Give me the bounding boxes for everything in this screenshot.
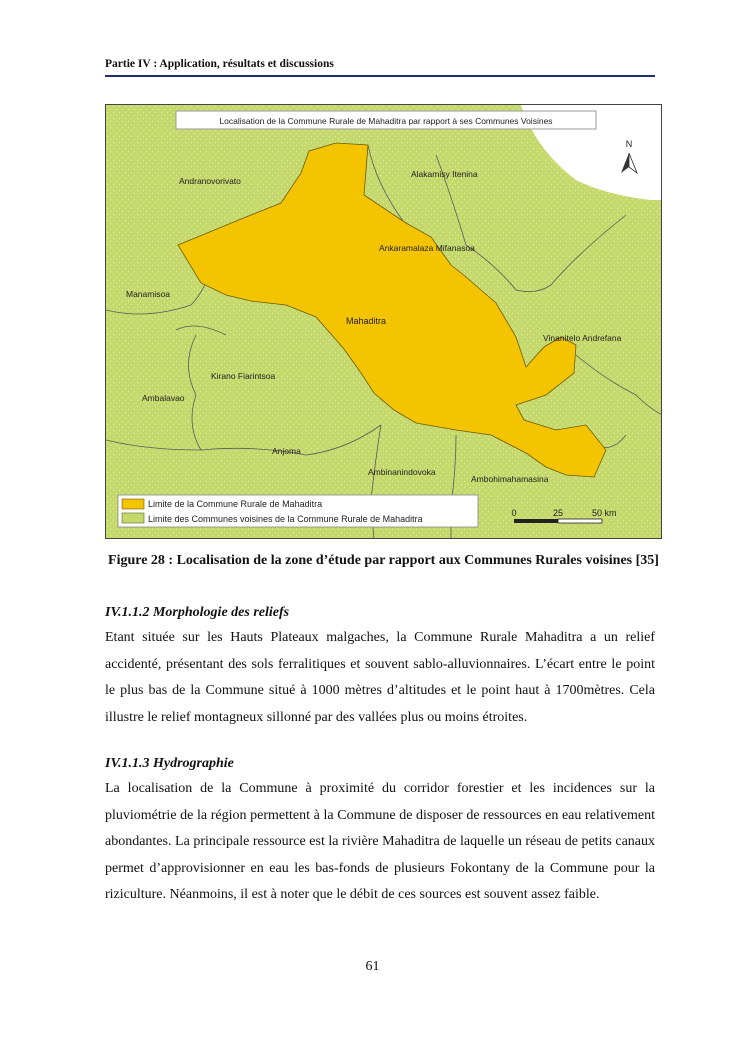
label-kirano: Kirano Fiarintsoa	[211, 371, 276, 381]
label-vinanitelo: Vinanitelo Andrefana	[543, 333, 622, 343]
scale-label-0: 0	[511, 508, 517, 518]
label-anjoma: Anjoma	[272, 446, 301, 456]
label-ambinanindovoka: Ambinanindovoka	[368, 467, 436, 477]
scale-label-50: 50 km	[592, 508, 617, 518]
label-mahaditra: Mahaditra	[346, 316, 387, 326]
label-ankaramalaza: Ankaramalaza Mifanasoa	[379, 243, 475, 253]
north-label: N	[625, 139, 633, 149]
label-manamisoa: Manamisoa	[126, 289, 170, 299]
figure-caption: Figure 28 : Localisation de la zone d’étude par rapport aux Communes Rurales voisines [35]	[108, 553, 659, 568]
label-andranovorivato: Andranovorivato	[179, 176, 241, 186]
paragraph-hydrographie: La localisation de la Commune à proximité du corridor forestier et les incidences sur la pluviométrie de la région permettent à la Commune de disposer de ressources en eau relativement abondantes. La principale ressource est la rivière Mahaditra de laquelle un réseau de petits canaux permet d’approvisionner en eau les bas-fonds de plusieurs Fokontany de la Commune pour la riziculture. Néanmoins, il est à noter que le débit de ces sources est souvent assez faible.	[105, 781, 655, 902]
header-rule	[105, 75, 655, 77]
section-heading-reliefs: IV.1.1.2 Morphologie des reliefs	[105, 605, 290, 620]
running-header: Partie IV : Application, résultats et discussions	[105, 58, 334, 70]
section-heading-hydrographie: IV.1.1.3 Hydrographie	[105, 756, 234, 771]
north-arrow-icon	[621, 153, 637, 173]
map-figure	[105, 104, 662, 539]
legend-label-neighbours: Limite des Communes voisines de la Commune Rurale de Mahaditra	[148, 514, 423, 524]
scale-bar	[514, 519, 602, 523]
legend-swatch-neighbours	[122, 513, 144, 523]
label-ambalavao: Ambalavao	[142, 393, 185, 403]
map-canvas	[106, 105, 662, 539]
legend-label-mahaditra: Limite de la Commune Rurale de Mahaditra	[148, 499, 323, 509]
label-alakamisy: Alakamisy Itenina	[411, 169, 478, 179]
page-number: 61	[365, 959, 380, 974]
map-title: Localisation de la Commune Rurale de Mahaditra par rapport à ses Communes Voisines	[219, 116, 553, 126]
paragraph-reliefs: Etant située sur les Hauts Plateaux malgaches, la Commune Rurale Mahaditra a un relief accidenté, présentant des sols ferralitiques et souvent sablo-alluvionnaires. L’écart entre le point le plus bas de la Commune situé à 1000 mètres d’altitudes et le point haut à 1700mètres. Cela illustre le relief montagneux sillonné par des vallées plus ou moins étroites.	[105, 630, 655, 725]
scale-label-25: 25	[552, 508, 564, 518]
legend-swatch-mahaditra	[122, 499, 144, 509]
label-ambohimahamasina: Ambohimahamasina	[471, 474, 549, 484]
